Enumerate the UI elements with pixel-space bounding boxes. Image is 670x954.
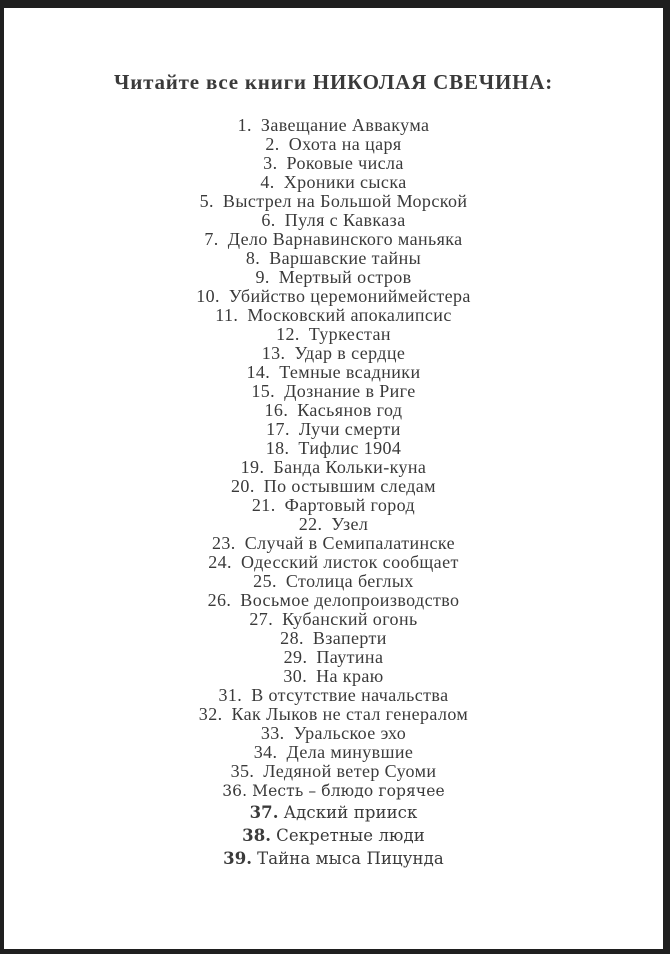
book-title: Пуля с Кавказа (284, 210, 406, 230)
book-number: 32. (198, 704, 223, 724)
book-list-item (4, 629, 663, 648)
book-title: Секретные люди (276, 826, 425, 845)
book-list-item (4, 173, 663, 192)
book-number: 38. (242, 826, 272, 845)
book-title: Дела минувшие (286, 742, 414, 762)
book-number: 1. (237, 115, 252, 135)
book-number: 34. (253, 742, 278, 762)
book-title: На краю (316, 666, 384, 686)
book-list-item (4, 781, 663, 801)
book-title: Тифлис 1904 (298, 438, 402, 458)
book-list-item (4, 667, 663, 686)
book-title: Одесский листок сообщает (240, 552, 459, 572)
book-title: Кубанский огонь (282, 609, 418, 629)
book-title: Дознание в Риге (284, 381, 416, 401)
book-list-item (4, 154, 663, 173)
book-list-item (4, 211, 663, 230)
book-number: 25. (253, 571, 277, 591)
book-number: 14. (246, 362, 271, 382)
book-number: 26. (207, 590, 232, 610)
book-number: 8. (245, 248, 261, 268)
book-number: 21. (251, 495, 276, 515)
book-list-item (4, 801, 663, 824)
book-title: Случай в Семипалатинске (244, 533, 455, 553)
book-list-item (4, 268, 663, 287)
book-number: 31. (218, 685, 243, 705)
book-title: Адский прииск (283, 803, 418, 822)
book-number: 13. (261, 343, 286, 363)
book-list-item (4, 287, 663, 306)
book-number: 15. (251, 381, 276, 401)
book-list-item (4, 724, 663, 743)
book-list-item (4, 847, 663, 870)
book-list-item (4, 230, 663, 249)
book-title: Московский апокалипсис (247, 305, 452, 325)
book-number: 9. (255, 267, 270, 287)
book-number: 6. (261, 210, 276, 230)
book-list-item (4, 192, 663, 211)
book-title: Охота на царя (288, 134, 402, 154)
book-title: Восьмое делопроизводство (240, 590, 460, 610)
book-list-item (4, 458, 663, 477)
book-title: Касьянов год (297, 400, 403, 420)
book-list-item (4, 743, 663, 762)
book-title: Темные всадники (279, 362, 421, 382)
book-number: 16. (264, 400, 289, 420)
book-title: Убийство церемониймейстера (228, 286, 471, 306)
page-title: Читайте все книги НИКОЛАЯ СВЕЧИНА: (113, 70, 553, 94)
book-number: 37. (249, 803, 279, 822)
book-list-item (4, 477, 663, 496)
book-list-item (4, 344, 663, 363)
book-number: 39. (223, 849, 253, 868)
book-list-item (4, 572, 663, 591)
book-title: Дело Варнавинского маньяка (227, 229, 463, 249)
book-title: Удар в сердце (294, 343, 406, 363)
book-list-item (4, 824, 663, 847)
book-list-item (4, 686, 663, 705)
book-number: 3. (263, 153, 278, 173)
book-number: 33. (260, 723, 285, 743)
book-title: Столица беглых (285, 571, 414, 591)
book-list-item (4, 610, 663, 629)
book-title: Банда Кольки-куна (273, 457, 427, 477)
book-title: Хроники сыска (283, 172, 407, 192)
book-list-item (4, 420, 663, 439)
book-title: Ледяной ветер Суоми (263, 761, 437, 781)
book-number: 10. (196, 286, 220, 306)
book-title: Уральское эхо (293, 723, 407, 743)
book-number: 27. (249, 609, 274, 629)
book-number: 12. (276, 324, 300, 344)
book-list-item (4, 116, 663, 135)
book-title: Месть – блюдо горячее (252, 782, 445, 800)
book-list (4, 116, 663, 870)
book-list-item (4, 382, 663, 401)
book-number: 24. (208, 552, 232, 572)
book-list-item (4, 534, 663, 553)
book-list-item (4, 496, 663, 515)
book-title: Узел (331, 514, 369, 534)
book-title: В отсутствие начальства (251, 685, 449, 705)
book-title: Паутина (316, 647, 384, 667)
book-number: 20. (231, 476, 255, 496)
book-title: Тайна мыса Пицунда (257, 849, 444, 868)
book-list-item (4, 439, 663, 458)
book-list-item (4, 325, 663, 344)
book-list-item (4, 306, 663, 325)
book-list-item (4, 401, 663, 420)
book-number: 19. (240, 457, 265, 477)
book-title: Выстрел на Большой Морской (222, 191, 468, 211)
book-title: Как Лыков не стал генералом (231, 704, 469, 724)
book-number: 30. (283, 666, 308, 686)
book-title: Взаперти (312, 628, 387, 648)
book-number: 23. (212, 533, 236, 553)
book-title: Фартовый город (284, 495, 416, 515)
book-list-item (4, 135, 663, 154)
book-list-item (4, 762, 663, 781)
book-list-item (4, 705, 663, 724)
book-title: По остывшим следам (263, 476, 436, 496)
book-title: Варшавские тайны (269, 248, 422, 268)
book-number: 17. (266, 419, 290, 439)
book-list-item (4, 648, 663, 667)
book-title: Лучи смерти (298, 419, 401, 439)
book-number: 4. (260, 172, 275, 192)
book-number: 36. (222, 782, 248, 800)
book-title: Завещание Аввакума (260, 115, 430, 135)
book-list-item (4, 591, 663, 610)
book-number: 11. (215, 305, 239, 325)
book-list-item (4, 363, 663, 382)
book-number: 2. (265, 134, 280, 154)
book-number: 29. (283, 647, 308, 667)
book-number: 28. (280, 628, 304, 648)
book-list-item (4, 249, 663, 268)
book-number: 7. (204, 229, 219, 249)
book-number: 18. (265, 438, 290, 458)
book-number: 35. (230, 761, 255, 781)
book-list-item (4, 515, 663, 534)
book-number: 5. (199, 191, 214, 211)
book-title: Туркестан (308, 324, 391, 344)
book-list-item (4, 553, 663, 572)
book-title: Мертвый остров (278, 267, 412, 287)
book-number: 22. (298, 514, 323, 534)
book-title: Роковые числа (286, 153, 404, 173)
